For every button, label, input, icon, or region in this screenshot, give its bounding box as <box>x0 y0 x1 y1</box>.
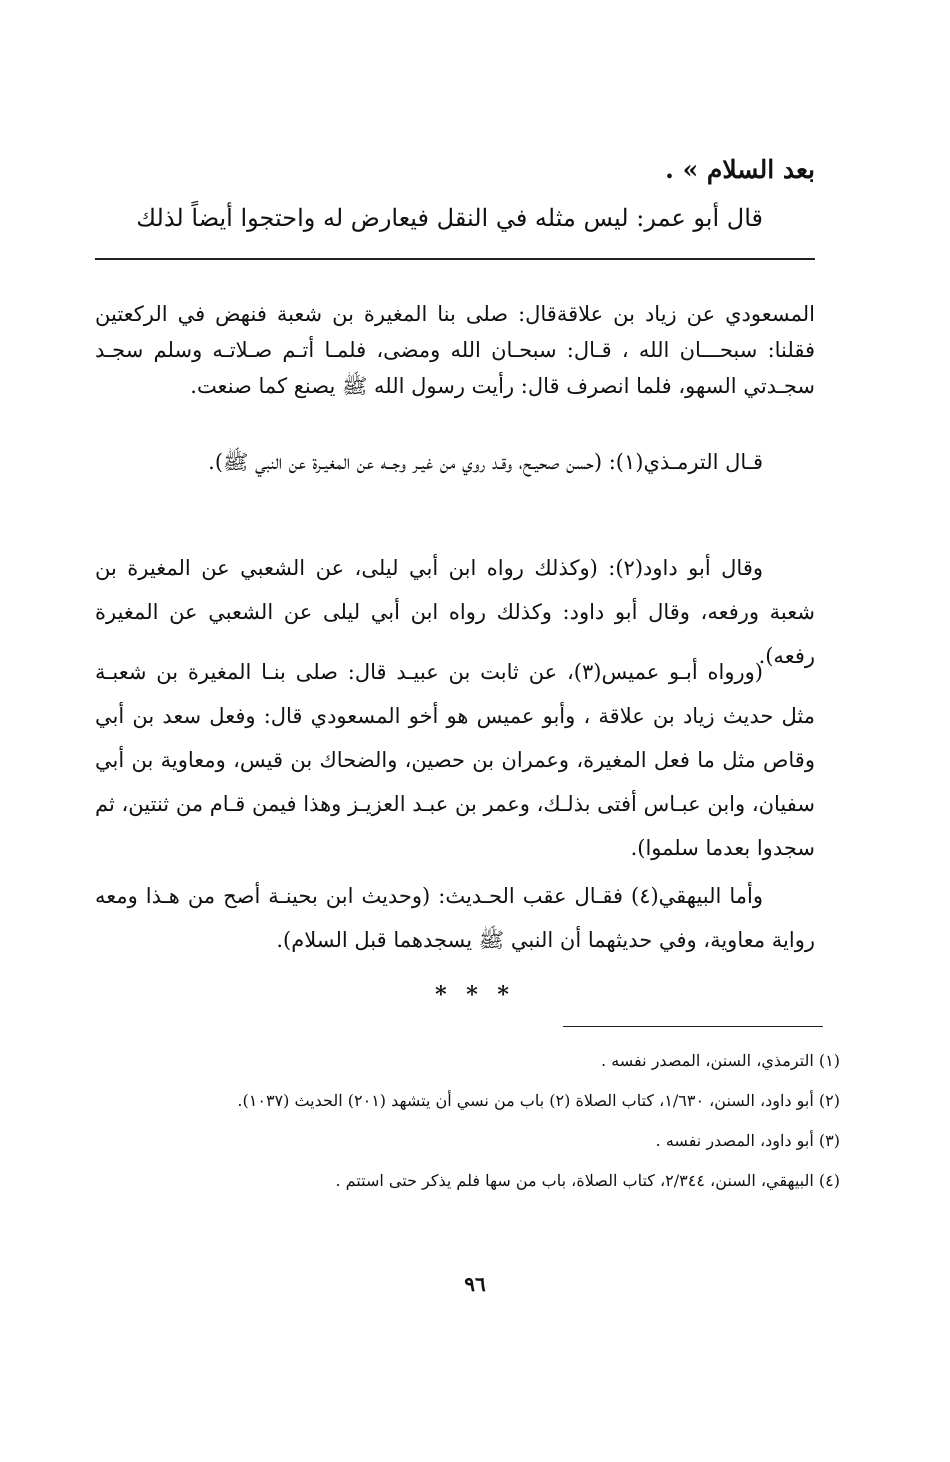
intro-line: قال أبو عمر: ليس مثله في النقل فيعارض له واحتجوا أيضاً لذلك <box>136 204 763 232</box>
footnotes <box>110 1044 840 1204</box>
quoted-hadith: المسعودي عن زياد بن علاقةقال: صلى بنا المغيرة بن شعبة فنهض في الركعتين فقلنا: سبحـــان الله ، قـال: سبحـان الله ومضى، فلمـا أتـم صـلاتـه وسلم سجـد سجـدتي السهو، فلما انصرف قال: رأيت رسول الله ﷺ يصنع كما صنعت. <box>95 302 815 398</box>
page-number: ٩٦ <box>464 1272 486 1296</box>
footnote-3: (٣) أبو داود، المصدر نفسه . <box>655 1131 840 1150</box>
section-divider <box>95 258 815 260</box>
paragraph-abu-dawud: وقال أبو داود(٢): (وكذلك رواه ابن أبي ليلى، عن الشعبي عن المغيرة بن شعبة ورفعه، وقال أبو داود: وكذلك رواه ابن أبي ليلى عن الشعبي عن المغيرة رفعه). <box>95 556 815 668</box>
footnote-2: (٢) أبو داود، السنن، ١/٦٣٠، كتاب الصلاة (٢) باب من نسي أن يتشهد (٢٠١) الحديث (١٠٣٧). <box>237 1091 840 1110</box>
paragraph-abu-umays: (ورواه أبـو عميس(٣)، عن ثابت بن عبيـد قال: صلى بنـا المغيرة بن شعبـة مثل حديث زياد بن علاقة ، وأبو عميس هو أخو المسعودي قال: وفعل سعد بن أبي وقاص مثل ما فعل المغيرة، وعمران بن حصين، والضحاك بن قيس، ومعاوية بن أبي سفيان، وابن عبـاس أفتى بذلـك، وعمر بن عبـد العزيـز وهذا فيمن قـام من ثنتين، ثم سجدوا بعدما سلموا). <box>95 660 815 860</box>
paragraph-bayhaqi: وأما البيهقي(٤) فقـال عقب الحـديث: (وحديث ابن بحينـة أصح من هـذا ومعه رواية معاوية، وفي حديثهما أن النبي ﷺ يسجدهما قبل السلام). <box>95 884 815 952</box>
footnote-1: (١) الترمذي، السنن، المصدر نفسه . <box>601 1051 840 1070</box>
continuation-line: بعد السلام » . <box>665 155 815 184</box>
paragraph-tirmidhi: قـال الترمـذي(١): (حسن صحيـح، وقـد روي من غيـر وجــه عن المغيـرة عن النبي ﷺ). <box>208 450 763 474</box>
footnote-divider <box>563 1026 823 1027</box>
section-separator: * * * <box>435 982 515 1008</box>
footnote-4: (٤) البيهقي، السنن، ٢/٣٤٤، كتاب الصلاة، باب من سها فلم يذكر حتى استتم . <box>335 1171 840 1190</box>
